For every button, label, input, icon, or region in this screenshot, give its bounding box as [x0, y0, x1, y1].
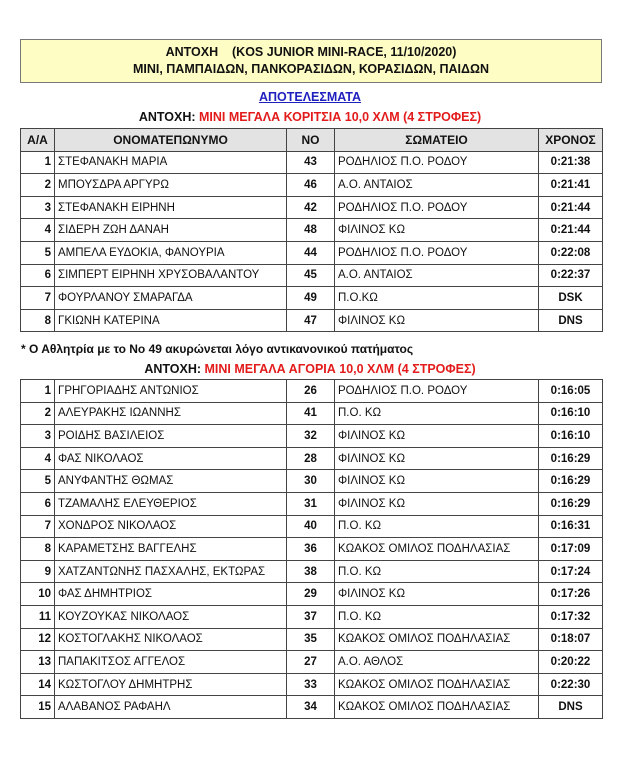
- time-cell: 0:16:05: [539, 380, 603, 403]
- table-row: [21, 219, 603, 242]
- section-2-heading: [0, 362, 620, 376]
- disqualification-note: * Ο Αθλητρία με το Νο 49 ακυρώνεται λόγο αντικανονικού πατήματος: [21, 342, 414, 356]
- position-cell: 4: [21, 447, 55, 470]
- name-cell: ΣΤΕΦΑΝΑΚΗ ΕΙΡΗΝΗ: [55, 196, 287, 219]
- club-cell: Α.Ο. ΑΝΤΑΙΟΣ: [335, 174, 539, 197]
- table-row: [21, 470, 603, 493]
- name-cell: ΑΜΠΕΛΑ ΕΥΔΟΚΙΑ, ΦΑΝΟΥΡΙΑ: [55, 241, 287, 264]
- position-cell: 5: [21, 470, 55, 493]
- position-cell: 7: [21, 515, 55, 538]
- table-row: [21, 151, 603, 174]
- bib-number-cell: 29: [287, 583, 335, 606]
- position-cell: 2: [21, 174, 55, 197]
- col-header-no: ΝΟ: [287, 129, 335, 152]
- time-cell: 0:22:37: [539, 264, 603, 287]
- table-row: [21, 583, 603, 606]
- position-cell: 13: [21, 651, 55, 674]
- girls-rows: [21, 151, 603, 332]
- name-cell: ΤΖΑΜΑΛΗΣ ΕΛΕΥΘΕΡΙΟΣ: [55, 492, 287, 515]
- bib-number-cell: 46: [287, 174, 335, 197]
- name-cell: ΚΟΣΤΟΓΛΑΚΗΣ ΝΙΚΟΛΑΟΣ: [55, 628, 287, 651]
- table-row: [21, 402, 603, 425]
- section-1-prefix: ΑΝΤΟΧΗ:: [138, 110, 200, 124]
- bib-number-cell: 27: [287, 651, 335, 674]
- time-cell: 0:17:24: [539, 560, 603, 583]
- time-cell: 0:20:22: [539, 651, 603, 674]
- position-cell: 12: [21, 628, 55, 651]
- bib-number-cell: 34: [287, 696, 335, 719]
- name-cell: ΧΑΤΖΑΝΤΩΝΗΣ ΠΑΣΧΑΛΗΣ, ΕΚΤΩΡΑΣ: [55, 560, 287, 583]
- time-cell: 0:17:26: [539, 583, 603, 606]
- time-cell: 0:21:44: [539, 219, 603, 242]
- club-cell: ΡΟΔΗΛΙΟΣ Π.Ο. ΡΟΔΟΥ: [335, 380, 539, 403]
- results-table-boys: [20, 379, 603, 719]
- club-cell: ΡΟΔΗΛΙΟΣ Π.Ο. ΡΟΔΟΥ: [335, 241, 539, 264]
- name-cell: ΠΑΠΑΚΙΤΣΟΣ ΑΓΓΕΛΟΣ: [55, 651, 287, 674]
- club-cell: ΦΙΛΙΝΟΣ ΚΩ: [335, 583, 539, 606]
- name-cell: ΣΙΜΠΕΡΤ ΕΙΡΗΝΗ ΧΡΥΣΟΒΑΛΑΝΤΟΥ: [55, 264, 287, 287]
- bib-number-cell: 33: [287, 673, 335, 696]
- club-cell: ΚΩΑΚΟΣ ΟΜΙΛΟΣ ΠΟΔΗΛΑΣΙΑΣ: [335, 628, 539, 651]
- bib-number-cell: 35: [287, 628, 335, 651]
- club-cell: Π.Ο.ΚΩ: [335, 287, 539, 310]
- club-cell: ΦΙΛΙΝΟΣ ΚΩ: [335, 447, 539, 470]
- time-cell: 0:18:07: [539, 628, 603, 651]
- name-cell: ΚΑΡΑΜΕΤΣΗΣ ΒΑΓΓΕΛΗΣ: [55, 538, 287, 561]
- name-cell: ΑΛΕΥΡΑΚΗΣ ΙΩΑΝΝΗΣ: [55, 402, 287, 425]
- event-header: [20, 39, 602, 83]
- table-row: [21, 560, 603, 583]
- bib-number-cell: 28: [287, 447, 335, 470]
- time-cell: 0:22:08: [539, 241, 603, 264]
- table-row: [21, 696, 603, 719]
- bib-number-cell: 36: [287, 538, 335, 561]
- club-cell: Α.Ο. ΑΝΤΑΙΟΣ: [335, 264, 539, 287]
- results-table-girls: [20, 128, 603, 332]
- position-cell: 7: [21, 287, 55, 310]
- name-cell: ΦΟΥΡΛΑΝΟΥ ΣΜΑΡΑΓΔΑ: [55, 287, 287, 310]
- bib-number-cell: 44: [287, 241, 335, 264]
- name-cell: ΑΛΑΒΑΝΟΣ ΡΑΦΑΗΛ: [55, 696, 287, 719]
- time-cell: 0:21:44: [539, 196, 603, 219]
- table-row: [21, 241, 603, 264]
- table-row: [21, 174, 603, 197]
- bib-number-cell: 37: [287, 605, 335, 628]
- club-cell: ΡΟΔΗΛΙΟΣ Π.Ο. ΡΟΔΟΥ: [335, 196, 539, 219]
- club-cell: ΚΩΑΚΟΣ ΟΜΙΛΟΣ ΠΟΔΗΛΑΣΙΑΣ: [335, 538, 539, 561]
- club-cell: Π.Ο. ΚΩ: [335, 402, 539, 425]
- position-cell: 5: [21, 241, 55, 264]
- club-cell: ΦΙΛΙΝΟΣ ΚΩ: [335, 219, 539, 242]
- section-1-title: ΜΙΝΙ ΜΕΓΑΛΑ ΚΟΡΙΤΣΙΑ 10,0 ΧΛΜ (4 ΣΤΡΟΦΕΣ): [199, 110, 482, 124]
- name-cell: ΚΟΥΖΟΥΚΑΣ ΝΙΚΟΛΑΟΣ: [55, 605, 287, 628]
- name-cell: ΦΑΣ ΝΙΚΟΛΑΟΣ: [55, 447, 287, 470]
- bib-number-cell: 47: [287, 309, 335, 332]
- event-title: ΑΝΤΟΧΗ (KOS JUNIOR MINI-RACE, 11/10/2020): [165, 45, 457, 59]
- position-cell: 6: [21, 264, 55, 287]
- time-cell: 0:17:09: [539, 538, 603, 561]
- position-cell: 10: [21, 583, 55, 606]
- bib-number-cell: 26: [287, 380, 335, 403]
- position-cell: 1: [21, 380, 55, 403]
- section-1-heading: [0, 110, 620, 124]
- table-row: [21, 309, 603, 332]
- name-cell: ΑΝΥΦΑΝΤΗΣ ΘΩΜΑΣ: [55, 470, 287, 493]
- club-cell: Π.Ο. ΚΩ: [335, 515, 539, 538]
- bib-number-cell: 40: [287, 515, 335, 538]
- name-cell: ΓΡΗΓΟΡΙΑΔΗΣ ΑΝΤΩΝΙΟΣ: [55, 380, 287, 403]
- bib-number-cell: 31: [287, 492, 335, 515]
- bib-number-cell: 43: [287, 151, 335, 174]
- table-row: [21, 264, 603, 287]
- name-cell: ΣΤΕΦΑΝΑΚΗ ΜΑΡΙΑ: [55, 151, 287, 174]
- position-cell: 3: [21, 196, 55, 219]
- time-cell: 0:16:31: [539, 515, 603, 538]
- position-cell: 14: [21, 673, 55, 696]
- club-cell: Α.Ο. ΑΘΛΟΣ: [335, 651, 539, 674]
- time-cell: 0:16:29: [539, 470, 603, 493]
- name-cell: ΡΟΙΔΗΣ ΒΑΣΙΛΕΙΟΣ: [55, 425, 287, 448]
- club-cell: ΦΙΛΙΝΟΣ ΚΩ: [335, 425, 539, 448]
- name-cell: ΜΠΟΥΣΔΡΑ ΑΡΓΥΡΩ: [55, 174, 287, 197]
- name-cell: ΣΙΔΕΡΗ ΖΩΗ ΔΑΝΑΗ: [55, 219, 287, 242]
- name-cell: ΚΩΣΤΟΓΛΟΥ ΔΗΜΗΤΡΗΣ: [55, 673, 287, 696]
- club-cell: ΚΩΑΚΟΣ ΟΜΙΛΟΣ ΠΟΔΗΛΑΣΙΑΣ: [335, 673, 539, 696]
- time-cell: 0:17:32: [539, 605, 603, 628]
- table-row: [21, 447, 603, 470]
- section-2-prefix: ΑΝΤΟΧΗ:: [144, 362, 205, 376]
- name-cell: ΧΟΝΔΡΟΣ ΝΙΚΟΛΑΟΣ: [55, 515, 287, 538]
- bib-number-cell: 49: [287, 287, 335, 310]
- club-cell: Π.Ο. ΚΩ: [335, 560, 539, 583]
- time-cell: 0:21:38: [539, 151, 603, 174]
- position-cell: 2: [21, 402, 55, 425]
- position-cell: 6: [21, 492, 55, 515]
- position-cell: 8: [21, 309, 55, 332]
- col-header-club: ΣΩΜΑΤΕΙΟ: [335, 129, 539, 152]
- club-cell: ΦΙΛΙΝΟΣ ΚΩ: [335, 492, 539, 515]
- bib-number-cell: 45: [287, 264, 335, 287]
- club-cell: ΡΟΔΗΛΙΟΣ Π.Ο. ΡΟΔΟΥ: [335, 151, 539, 174]
- position-cell: 9: [21, 560, 55, 583]
- col-header-name: ΟΝΟΜΑΤΕΠΩΝΥΜΟ: [55, 129, 287, 152]
- table-row: [21, 425, 603, 448]
- name-cell: ΓΚΙΩΝΗ ΚΑΤΕΡΙΝΑ: [55, 309, 287, 332]
- bib-number-cell: 48: [287, 219, 335, 242]
- bib-number-cell: 41: [287, 402, 335, 425]
- table-row: [21, 651, 603, 674]
- bib-number-cell: 32: [287, 425, 335, 448]
- time-cell: 0:16:29: [539, 492, 603, 515]
- table-row: [21, 380, 603, 403]
- time-cell: DSK: [539, 287, 603, 310]
- boys-rows: [21, 380, 603, 719]
- col-header-pos: Α/Α: [21, 129, 55, 152]
- time-cell: 0:16:29: [539, 447, 603, 470]
- position-cell: 3: [21, 425, 55, 448]
- name-cell: ΦΑΣ ΔΗΜΗΤΡΙΟΣ: [55, 583, 287, 606]
- club-cell: ΚΩΑΚΟΣ ΟΜΙΛΟΣ ΠΟΔΗΛΑΣΙΑΣ: [335, 696, 539, 719]
- club-cell: Π.Ο. ΚΩ: [335, 605, 539, 628]
- table-row: [21, 287, 603, 310]
- position-cell: 8: [21, 538, 55, 561]
- bib-number-cell: 38: [287, 560, 335, 583]
- event-categories: ΜΙΝΙ, ΠΑΜΠΑΙΔΩΝ, ΠΑΝΚΟΡΑΣΙΔΩΝ, ΚΟΡΑΣΙΔΩΝ, ΠΑΙΔΩΝ: [132, 62, 490, 76]
- section-2-title: ΜΙΝΙ ΜΕΓΑΛΑ ΑΓΟΡΙΑ 10,0 ΧΛΜ (4 ΣΤΡΟΦΕΣ): [204, 362, 476, 376]
- table-header-row: [21, 129, 603, 152]
- club-cell: ΦΙΛΙΝΟΣ ΚΩ: [335, 470, 539, 493]
- position-cell: 4: [21, 219, 55, 242]
- time-cell: DNS: [539, 696, 603, 719]
- table-row: [21, 605, 603, 628]
- time-cell: 0:16:10: [539, 402, 603, 425]
- bib-number-cell: 42: [287, 196, 335, 219]
- time-cell: DNS: [539, 309, 603, 332]
- position-cell: 11: [21, 605, 55, 628]
- results-title: ΑΠΟΤΕΛΕΣΜΑΤΑ: [258, 90, 362, 104]
- table-row: [21, 673, 603, 696]
- position-cell: 1: [21, 151, 55, 174]
- time-cell: 0:21:41: [539, 174, 603, 197]
- club-cell: ΦΙΛΙΝΟΣ ΚΩ: [335, 309, 539, 332]
- time-cell: 0:22:30: [539, 673, 603, 696]
- table-row: [21, 628, 603, 651]
- position-cell: 15: [21, 696, 55, 719]
- table-row: [21, 515, 603, 538]
- table-row: [21, 538, 603, 561]
- time-cell: 0:16:10: [539, 425, 603, 448]
- col-header-time: ΧΡΟΝΟΣ: [539, 129, 603, 152]
- table-row: [21, 492, 603, 515]
- bib-number-cell: 30: [287, 470, 335, 493]
- table-row: [21, 196, 603, 219]
